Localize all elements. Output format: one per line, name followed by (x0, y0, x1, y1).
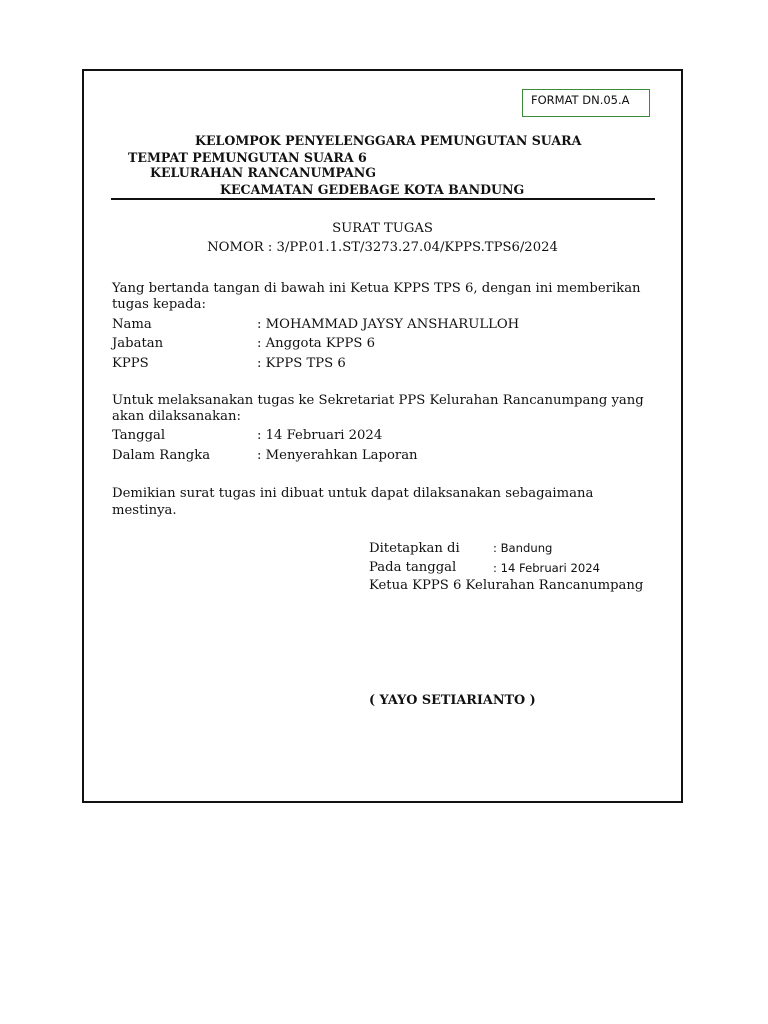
document-number: NOMOR : 3/PP.01.1.ST/3273.27.04/KPPS.TPS6/2024 (207, 240, 558, 255)
tanggal-label: Tanggal (112, 428, 166, 443)
document-title: SURAT TUGAS (332, 221, 433, 236)
jabatan-value: : Anggota KPPS 6 (257, 336, 376, 351)
sign-place-value: : Bandung (493, 541, 553, 555)
kpps-label: KPPS (112, 356, 149, 371)
rangka-value: : Menyerahkan Laporan (257, 448, 418, 463)
nama-value: : MOHAMMAD JAYSY ANSHARULLOH (257, 317, 520, 332)
header-line-4: KECAMATAN GEDEBAGE KOTA BANDUNG (220, 182, 525, 197)
rangka-label: Dalam Rangka (112, 448, 211, 463)
sign-date-value: : 14 Februari 2024 (493, 561, 600, 575)
signer-name: ( YAYO SETIARIANTO ) (369, 693, 536, 708)
nama-label: Nama (112, 317, 152, 332)
sign-place-label: Ditetapkan di (369, 541, 460, 556)
format-code-box: FORMAT DN.05.A (522, 89, 650, 117)
sign-date-label: Pada tanggal (369, 560, 457, 575)
header-line-3: KELURAHAN RANCANUMPANG (150, 165, 377, 180)
tanggal-value: : 14 Februari 2024 (257, 428, 383, 443)
intro-line-2: tugas kepada: (112, 297, 206, 312)
header-line-1: KELOMPOK PENYELENGGARA PEMUNGUTAN SUARA (195, 133, 582, 148)
closing-line-2: mestinya. (112, 503, 177, 518)
jabatan-label: Jabatan (112, 336, 164, 351)
header-line-2: TEMPAT PEMUNGUTAN SUARA 6 (128, 150, 367, 165)
intro-line-1: Yang bertanda tangan di bawah ini Ketua KPPS TPS 6, dengan ini memberikan (112, 281, 641, 296)
purpose-line-1: Untuk melaksanakan tugas ke Sekretariat PPS Kelurahan Rancanumpang yang (112, 393, 644, 408)
signer-role: Ketua KPPS 6 Kelurahan Rancanumpang (369, 578, 644, 593)
header-divider (111, 198, 655, 200)
kpps-value: : KPPS TPS 6 (257, 356, 346, 371)
purpose-line-2: akan dilaksanakan: (112, 409, 241, 424)
closing-line-1: Demikian surat tugas ini dibuat untuk dapat dilaksanakan sebagaimana (112, 486, 594, 501)
